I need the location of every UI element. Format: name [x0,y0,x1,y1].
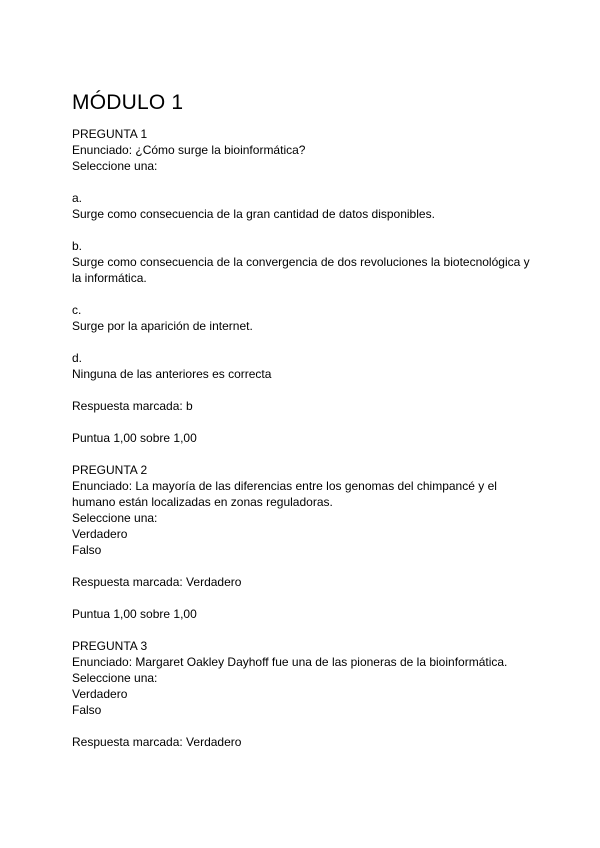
question-3 [72,638,542,750]
question-3-heading: PREGUNTA 3 [72,639,148,653]
option-a-letter: a. [72,191,83,205]
question-1-answer: Respuesta marcada: b [72,399,193,413]
question-2-option-false: Falso [72,543,102,557]
question-2-prompt: Seleccione una: [72,511,158,525]
document-page [72,90,542,750]
question-1 [72,126,542,462]
option-a-text: Surge como consecuencia de la gran cantidad de datos disponibles. [72,207,435,221]
question-2-heading: PREGUNTA 2 [72,463,148,477]
question-3-option-false: Falso [72,703,102,717]
option-d-letter: d. [72,351,83,365]
question-1-statement: Enunciado: ¿Cómo surge la bioinformática? [72,143,306,157]
question-2-answer: Respuesta marcada: Verdadero [72,575,242,589]
option-d-text: Ninguna de las anteriores es correcta [72,367,272,381]
question-2-option-true: Verdadero [72,527,128,541]
question-3-option-true: Verdadero [72,687,128,701]
question-1-score: Puntua 1,00 sobre 1,00 [72,431,197,445]
option-c-letter: c. [72,303,82,317]
question-2-score: Puntua 1,00 sobre 1,00 [72,607,197,621]
module-title: MÓDULO 1 [72,91,184,114]
question-3-answer: Respuesta marcada: Verdadero [72,735,242,749]
option-b-text: Surge como consecuencia de la convergencia de dos revoluciones la biotecnológica y la informática. [72,255,530,285]
question-3-statement: Enunciado: Margaret Oakley Dayhoff fue una de las pioneras de la bioinformática. [72,655,508,669]
option-c-text: Surge por la aparición de internet. [72,319,253,333]
question-2-statement: Enunciado: La mayoría de las diferencias entre los genomas del chimpancé y el humano están localizadas en zonas reguladoras. [72,479,497,509]
option-b-letter: b. [72,239,83,253]
question-2 [72,462,542,638]
question-3-prompt: Seleccione una: [72,671,158,685]
question-1-prompt: Seleccione una: [72,159,158,173]
question-1-heading: PREGUNTA 1 [72,127,148,141]
